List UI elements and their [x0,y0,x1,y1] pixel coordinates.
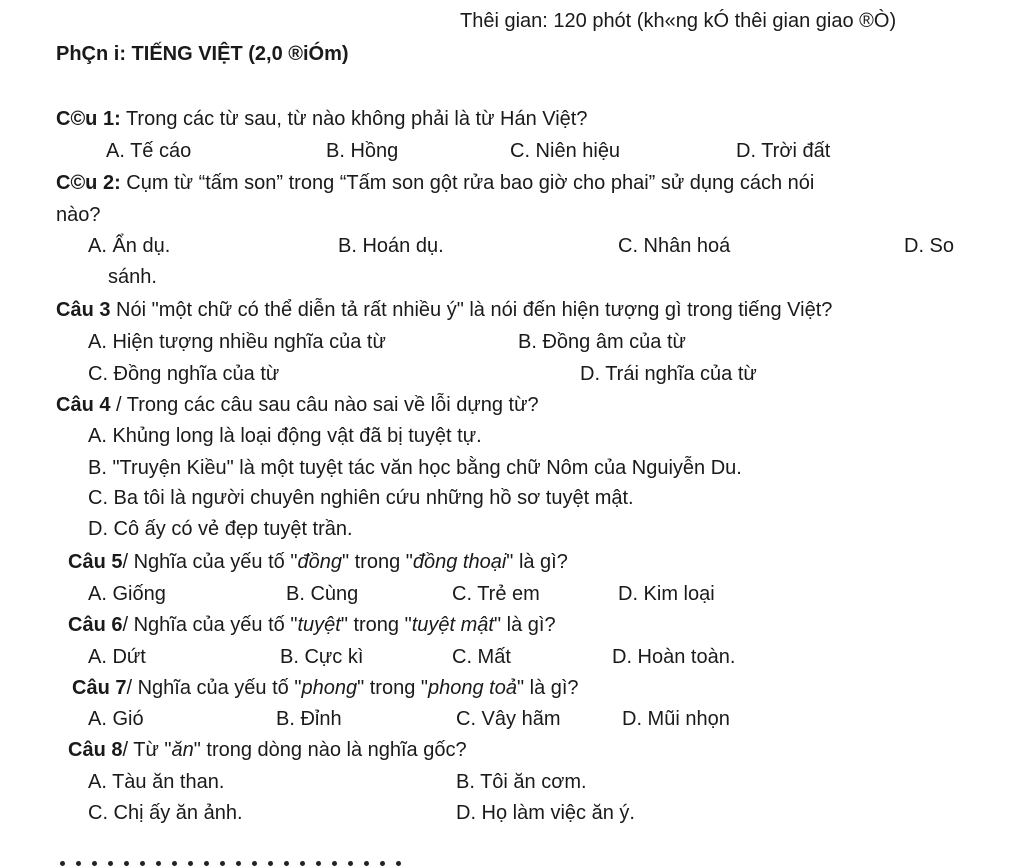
question-5-text-c: " là gì? [506,551,568,573]
q4-option-b: B. "Truyện Kiều" là một tuyệt tác văn học bằng chữ Nôm của Nguiyễn Du. [88,457,742,479]
question-5-term-1: đồng [297,551,342,573]
question-6 [68,612,556,638]
question-2 [56,170,814,196]
q8-option-c: C. Chị ấy ăn ảnh. [88,802,243,824]
section-title [56,41,349,67]
q6-option-b: B. Cực kì [280,646,364,668]
q7-option-c: C. Vây hãm [456,708,561,730]
q5-option-d: D. Kim loại [618,583,715,605]
question-6-text-b: " trong " [340,614,412,636]
question-6-text-c: " là gì? [493,614,556,636]
q7-option-d: D. Mũi nhọn [622,708,730,730]
q5-option-b: B. Cùng [286,583,359,605]
q6-option-c: C. Mất [452,646,511,668]
question-4-text: / Trong các câu sau câu nào sai về lỗi dựng từ? [110,394,539,416]
q2-option-a: A. Ẩn dụ. [88,235,171,257]
q3-option-d: D. Trái nghĩa của từ [580,363,757,385]
question-7-term-2: phong toả [427,677,517,699]
q7-option-b: B. Đỉnh [276,708,342,730]
question-5 [68,549,568,575]
q2-option-d-cont: sánh. [108,266,157,288]
q6-option-a: A. Dứt [88,646,146,668]
question-3 [56,297,832,323]
q5-option-a: A. Giống [88,583,166,605]
question-4 [56,392,539,418]
question-6-label: Câu 6 [68,614,123,636]
question-1-text: Trong các từ sau, từ nào không phải là từ Hán Việt? [120,108,588,130]
question-7-text-a: / Nghĩa của yếu tố " [126,677,302,699]
question-5-term-2: đồng thoại [412,551,507,573]
question-7 [72,675,579,701]
q3-option-a: A. Hiện tượng nhiều nghĩa của từ [88,331,386,353]
exam-time-line: Thêi gian: 120 phót (kh«ng kÓ thêi gian giao ®Ò) [460,10,897,32]
question-6-term-1: tuyệt [297,614,341,636]
question-1 [56,106,588,132]
q3-option-c: C. Đồng nghĩa của từ [88,363,280,385]
q4-option-c: C. Ba tôi là người chuyên nghiên cứu những hồ sơ tuyệt mật. [88,487,634,509]
question-6-text-a: / Nghĩa của yếu tố " [122,614,298,636]
q1-option-c: C. Niên hiệu [510,140,621,162]
question-2-text-cont: nào? [56,204,101,226]
question-3-label: Câu 3 [56,299,111,321]
question-3-text: Nói "một chữ có thể diễn tả rất nhiều ý" là nói đến hiện tượng gì trong tiếng Việt? [110,299,833,321]
question-8 [68,737,467,763]
question-7-text-c: " là gì? [516,677,579,699]
question-8-text-b: " trong dòng nào là nghĩa gốc? [193,739,467,761]
cut-off-top-text [560,0,860,4]
question-1-label: C©u 1: [56,108,121,130]
q7-option-a: A. Gió [88,708,144,730]
question-8-label: Câu 8 [68,739,123,761]
question-2-label: C©u 2: [56,172,121,194]
q3-option-b: B. Đồng âm của từ [518,331,686,353]
question-6-term-2: tuyệt mật [411,614,494,636]
q8-option-d: D. Họ làm việc ăn ý. [456,802,635,824]
question-2-text: Cụm từ “tấm son” trong “Tấm son gột rửa bao giờ cho phai” sử dụng cách nói [120,172,815,194]
question-8-text-a: / Từ " [122,739,172,761]
q1-option-a: A. Tế cáo [106,140,192,162]
q6-option-d: D. Hoàn toàn. [612,646,736,668]
q8-option-a: A. Tàu ăn than. [88,771,225,793]
q1-option-b: B. Hồng [326,140,399,162]
section-title-text: PhÇn i: TIẾNG VIỆT (2,0 ®iÓm) [56,43,349,65]
question-7-label: Câu 7 [72,677,127,699]
q8-option-b: B. Tôi ăn cơm. [456,771,587,793]
question-5-label: Câu 5 [68,551,123,573]
q2-option-d: D. So [904,235,955,257]
question-5-text-a: / Nghĩa của yếu tố " [122,551,298,573]
q4-option-d: D. Cô ấy có vẻ đẹp tuyệt trần. [88,518,353,540]
q2-option-b: B. Hoán dụ. [338,235,444,257]
question-5-text-b: " trong " [341,551,413,573]
q5-option-c: C. Trẻ em [452,583,540,605]
question-7-term-1: phong [301,677,358,699]
question-7-text-b: " trong " [357,677,428,699]
q4-option-a: A. Khủng long là loại động vật đã bị tuyệt tự. [88,425,482,447]
question-4-label: Câu 4 [56,394,111,416]
q1-option-d: D. Trời đất [736,140,831,162]
q2-option-c: C. Nhân hoá [618,235,731,257]
question-8-term-1: ăn [171,739,194,761]
cut-off-bottom-text [60,852,480,867]
